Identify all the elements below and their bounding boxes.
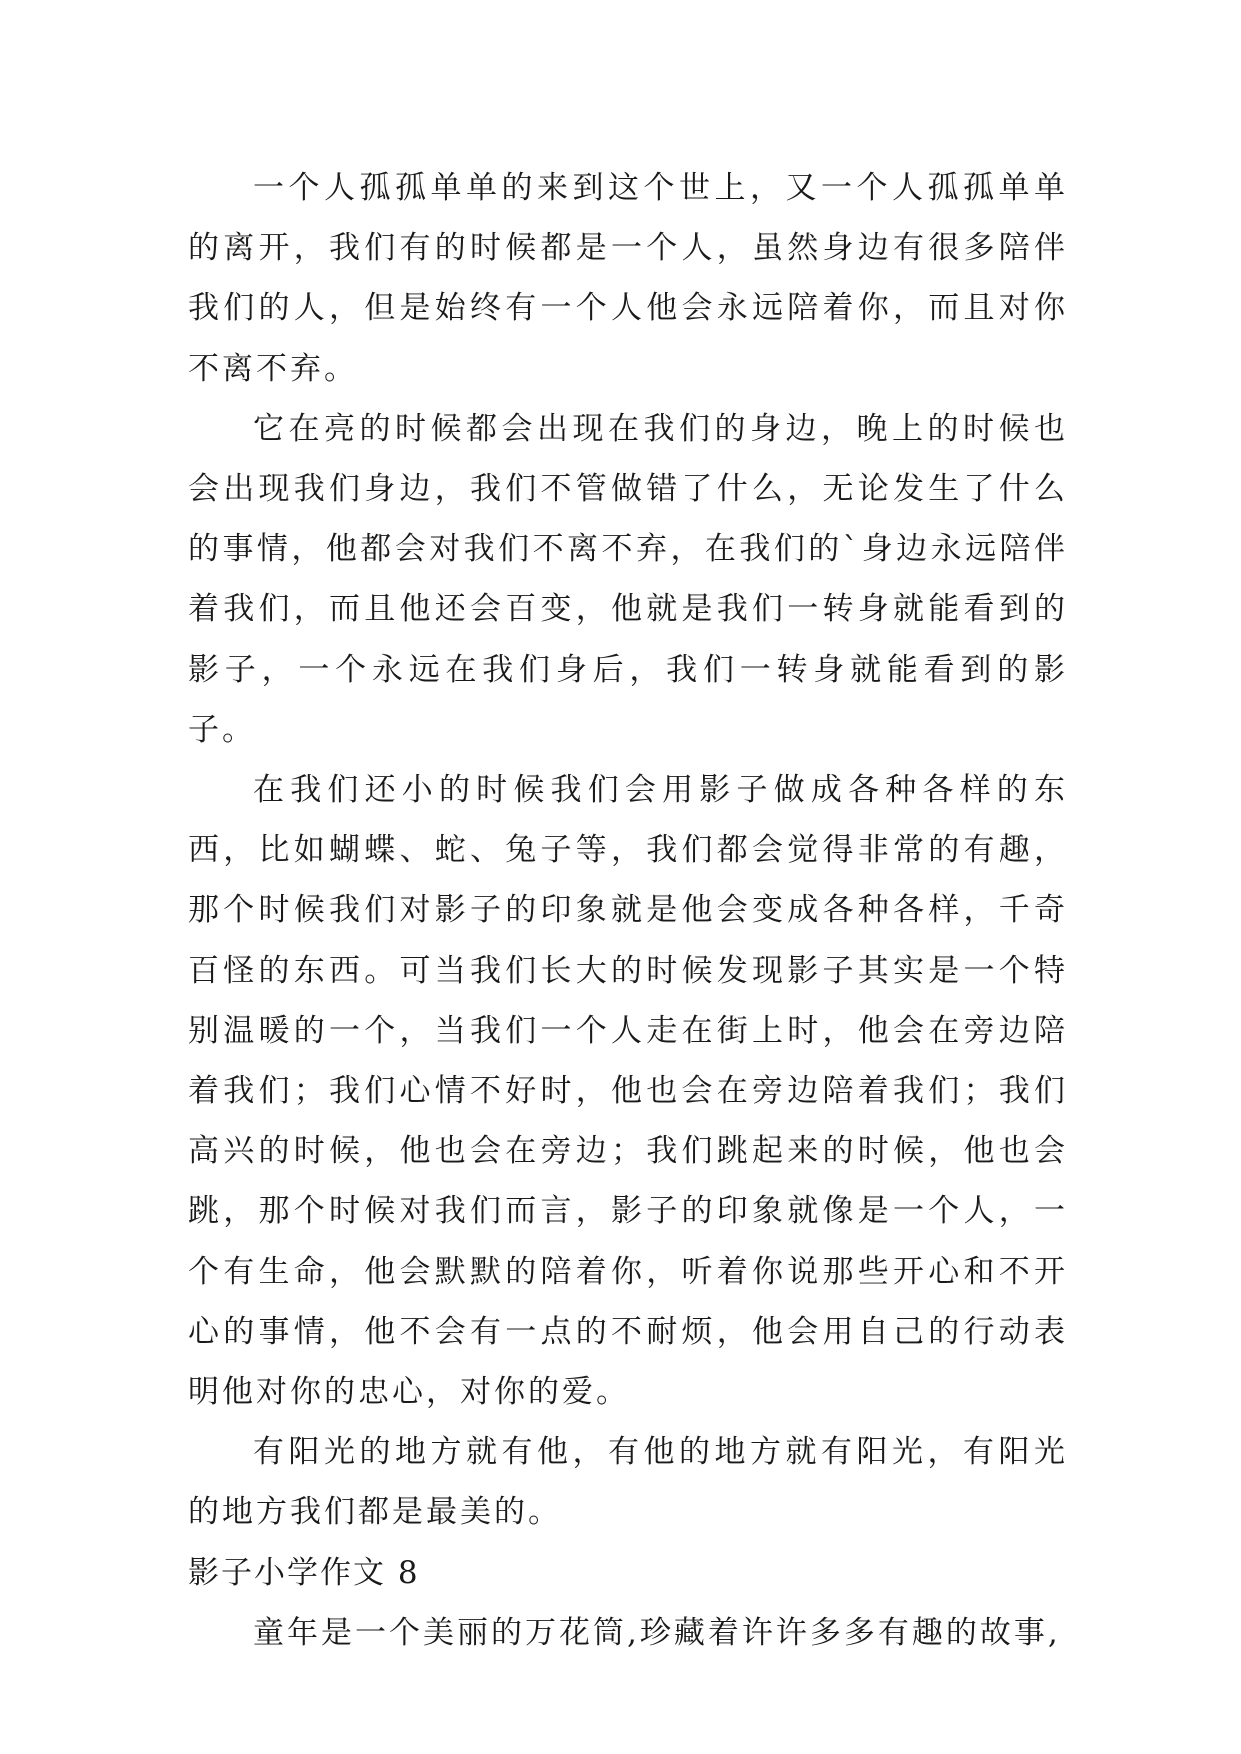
document-body (188, 158, 1068, 1663)
paragraph-1: 一个人孤孤单单的来到这个世上，又一个人孤孤单单的离开，我们有的时候都是一个人，虽然身边有很多陪伴我们的人，但是始终有一个人他会永远陪着你，而且对你不离不弃。 (188, 170, 1068, 387)
paragraph-3: 在我们还小的时候我们会用影子做成各种各样的东西，比如蝴蝶、蛇、兔子等，我们都会觉得非常的有趣，那个时候我们对影子的印象就是他会变成各种各样，千奇百怪的东西。可当我们长大的时候发现影子其实是一个特别温暖的一个，当我们一个人走在街上时，他会在旁边陪着我们；我们心情不好时，他也会在旁边陪着我们；我们高兴的时候，他也会在旁边；我们跳起来的时候，他也会跳，那个时候对我们而言，影子的印象就像是一个人，一个有生命，他会默默的陪着你，听着你说那些开心和不开心的事情，他不会有一点的不耐烦，他会用自己的行动表明他对你的忠心，对你的爱。 (188, 772, 1068, 1411)
paragraph-5: 童年是一个美丽的万花筒,珍藏着许许多多有趣的故事, (253, 1614, 1061, 1651)
paragraph-2: 它在亮的时候都会出现在我们的身边，晚上的时候也会出现我们身边，我们不管做错了什么，无论发生了什么的事情，他都会对我们不离不弃，在我们的`身边永远陪伴着我们，而且他还会百变，他就是我们一转身就能看到的影子，一个永远在我们身后，我们一转身就能看到的影子。 (188, 410, 1068, 748)
section-heading: 影子小学作文 8 (188, 1554, 420, 1591)
paragraph-4: 有阳光的地方就有他，有他的地方就有阳光，有阳光的地方我们都是最美的。 (188, 1434, 1068, 1531)
